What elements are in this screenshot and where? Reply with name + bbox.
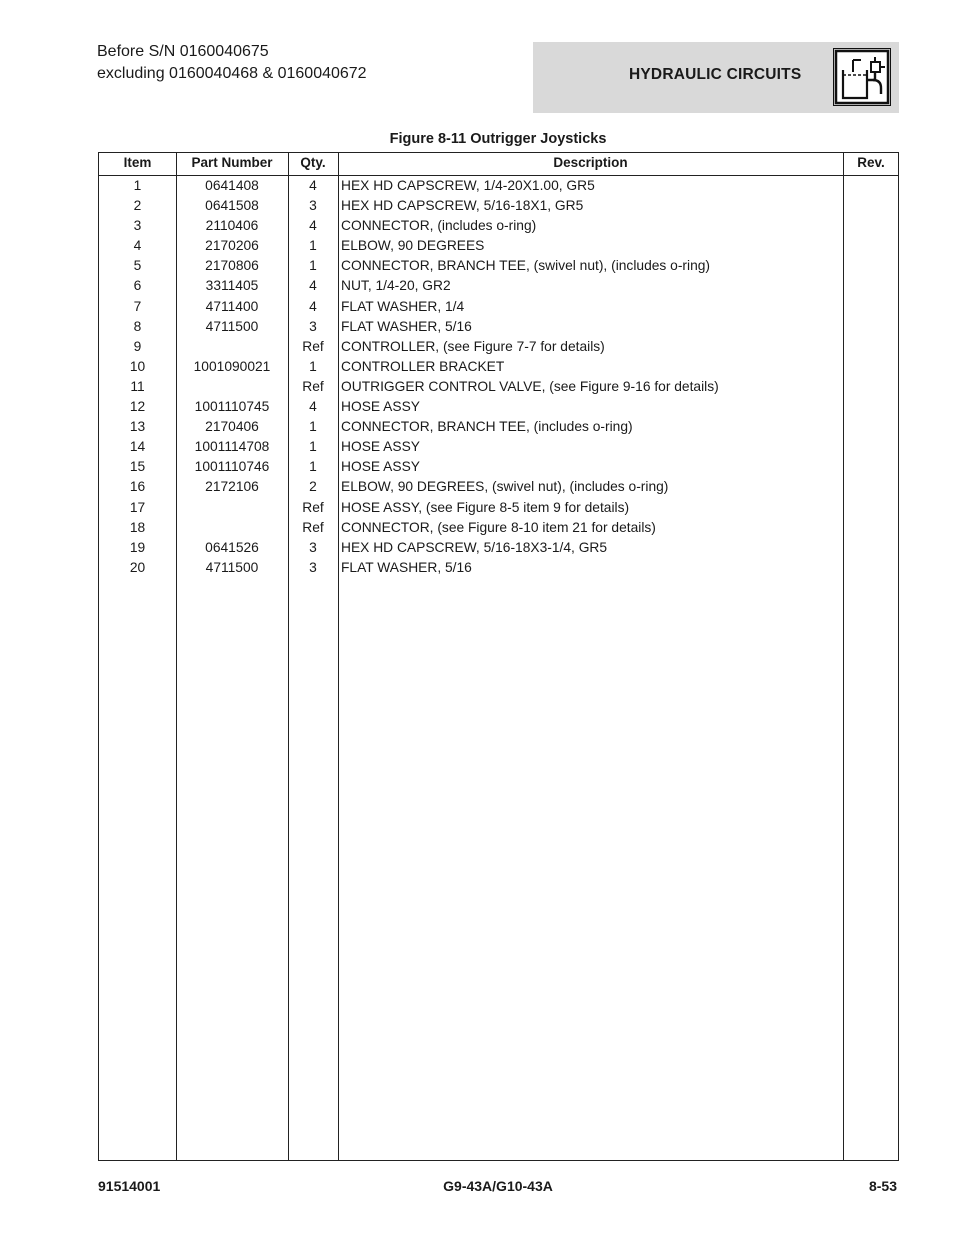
part-number-cell: 2170806 bbox=[205, 258, 259, 274]
table-row bbox=[99, 316, 898, 336]
description-cell: HOSE ASSY bbox=[341, 399, 420, 415]
qty-cell: 1 bbox=[309, 419, 317, 435]
item-cell: 18 bbox=[129, 519, 146, 535]
item-cell: 5 bbox=[133, 258, 142, 274]
table-row bbox=[99, 476, 898, 496]
item-cell: 17 bbox=[129, 499, 146, 515]
table-row bbox=[99, 557, 898, 577]
table-row bbox=[99, 497, 898, 517]
parts-table bbox=[98, 152, 899, 1161]
part-number-cell: 1001114708 bbox=[194, 439, 270, 455]
section-header bbox=[533, 42, 899, 113]
serial-line-1: Before S/N 0160040675 bbox=[97, 43, 269, 60]
description-cell: HEX HD CAPSCREW, 5/16-18X3-1/4, GR5 bbox=[341, 539, 608, 555]
part-number-cell: 2172106 bbox=[205, 479, 259, 495]
item-cell: 11 bbox=[130, 378, 145, 394]
serial-line-2: excluding 0160040468 & 0160040672 bbox=[97, 65, 367, 82]
page-number: 8-53 bbox=[868, 1178, 897, 1194]
description-cell: CONNECTOR, BRANCH TEE, (swivel nut), (includes o-ring) bbox=[341, 258, 711, 274]
item-cell: 2 bbox=[133, 198, 142, 214]
description-cell: CONNECTOR, BRANCH TEE, (includes o-ring) bbox=[341, 419, 633, 435]
description-cell: CONNECTOR, (see Figure 8-10 item 21 for details) bbox=[341, 519, 656, 535]
table-row bbox=[99, 356, 898, 376]
table-row bbox=[99, 275, 898, 295]
table-row bbox=[99, 456, 898, 476]
table-row bbox=[99, 195, 898, 215]
item-cell: 1 bbox=[133, 178, 142, 193]
description-cell: CONTROLLER, (see Figure 7-7 for details) bbox=[341, 338, 605, 354]
description-cell: ELBOW, 90 DEGREES bbox=[341, 238, 485, 254]
part-number-cell: 2170206 bbox=[205, 238, 259, 254]
description-cell: NUT, 1/4-20, GR2 bbox=[341, 278, 451, 294]
description-cell: HEX HD CAPSCREW, 5/16-18X1, GR5 bbox=[341, 198, 584, 214]
description-cell: CONTROLLER BRACKET bbox=[341, 358, 505, 374]
part-number-cell: 4711500 bbox=[205, 559, 259, 575]
table-row bbox=[99, 175, 898, 195]
table-row bbox=[99, 215, 898, 235]
qty-cell: 1 bbox=[309, 258, 317, 274]
qty-cell: 4 bbox=[309, 298, 317, 314]
part-number-cell: 3311405 bbox=[205, 278, 259, 294]
table-row bbox=[99, 517, 898, 537]
description-cell: CONNECTOR, (includes o-ring) bbox=[341, 218, 537, 234]
description-cell: HOSE ASSY, (see Figure 8-5 item 9 for details) bbox=[341, 499, 630, 515]
description-cell: OUTRIGGER CONTROL VALVE, (see Figure 9-16 for details) bbox=[341, 378, 719, 394]
hydraulic-reservoir-icon bbox=[833, 48, 891, 106]
table-row bbox=[99, 537, 898, 557]
table-row bbox=[99, 416, 898, 436]
table-row bbox=[99, 255, 898, 275]
part-number-cell: 0641508 bbox=[205, 198, 259, 214]
description-cell: HEX HD CAPSCREW, 1/4-20X1.00, GR5 bbox=[341, 178, 595, 193]
item-cell: 19 bbox=[129, 539, 146, 555]
item-cell: 7 bbox=[133, 298, 142, 314]
serial-note bbox=[97, 41, 367, 85]
qty-cell: 1 bbox=[309, 439, 317, 455]
qty-cell: 4 bbox=[309, 278, 317, 294]
qty-cell: 1 bbox=[309, 358, 317, 374]
qty-cell: 4 bbox=[309, 178, 317, 193]
item-cell: 4 bbox=[133, 238, 142, 254]
table-body bbox=[99, 175, 898, 577]
figure-title: Figure 8-11 Outrigger Joysticks bbox=[389, 131, 607, 147]
part-number-cell: 0641408 bbox=[205, 178, 259, 193]
qty-cell: 1 bbox=[309, 459, 317, 475]
qty-cell: 3 bbox=[309, 198, 317, 214]
item-cell: 8 bbox=[133, 318, 142, 334]
column-header-part-number: Part Number bbox=[191, 155, 273, 170]
table-row bbox=[99, 436, 898, 456]
part-number-cell: 2170406 bbox=[205, 419, 259, 435]
item-cell: 14 bbox=[129, 439, 146, 455]
description-cell: ELBOW, 90 DEGREES, (swivel nut), (includes o-ring) bbox=[341, 479, 669, 495]
part-number-cell: 2110406 bbox=[205, 218, 259, 234]
part-number-cell: 4711400 bbox=[205, 298, 259, 314]
document-number: 91514001 bbox=[98, 1178, 161, 1194]
table-row bbox=[99, 376, 898, 396]
qty-cell: 3 bbox=[309, 559, 317, 575]
item-cell: 16 bbox=[129, 479, 146, 495]
qty-cell: 4 bbox=[309, 218, 317, 234]
table-row bbox=[99, 235, 898, 255]
qty-cell: 4 bbox=[309, 399, 317, 415]
model-number: G9-43A/G10-43A bbox=[443, 1178, 553, 1194]
column-header-item: Item bbox=[123, 155, 152, 170]
description-cell: FLAT WASHER, 5/16 bbox=[341, 318, 472, 334]
item-cell: 10 bbox=[129, 358, 146, 374]
item-cell: 3 bbox=[133, 218, 142, 234]
column-header-qty: Qty. bbox=[300, 155, 326, 170]
section-title: HYDRAULIC CIRCUITS bbox=[629, 66, 802, 83]
column-header-description: Description bbox=[553, 155, 628, 170]
part-number-cell: 1001110745 bbox=[194, 399, 270, 415]
description-cell: HOSE ASSY bbox=[341, 439, 420, 455]
item-cell: 9 bbox=[133, 338, 142, 354]
description-cell: FLAT WASHER, 1/4 bbox=[341, 298, 465, 314]
item-cell: 20 bbox=[129, 559, 146, 575]
qty-cell: 3 bbox=[309, 539, 317, 555]
qty-cell: 2 bbox=[309, 479, 317, 495]
qty-cell: Ref bbox=[302, 338, 324, 354]
qty-cell: Ref bbox=[302, 499, 324, 515]
column-header-rev: Rev. bbox=[857, 155, 885, 170]
part-number-cell: 1001090021 bbox=[193, 358, 271, 374]
table-row bbox=[99, 396, 898, 416]
item-cell: 13 bbox=[129, 419, 146, 435]
qty-cell: Ref bbox=[302, 378, 324, 394]
item-cell: 15 bbox=[129, 459, 146, 475]
item-cell: 12 bbox=[129, 399, 146, 415]
part-number-cell: 0641526 bbox=[205, 539, 259, 555]
description-cell: HOSE ASSY bbox=[341, 459, 420, 475]
part-number-cell: 1001110746 bbox=[194, 459, 270, 475]
table-row bbox=[99, 296, 898, 316]
part-number-cell: 4711500 bbox=[205, 318, 259, 334]
qty-cell: 1 bbox=[309, 238, 317, 254]
item-cell: 6 bbox=[133, 278, 142, 294]
qty-cell: 3 bbox=[309, 318, 317, 334]
table-row bbox=[99, 336, 898, 356]
qty-cell: Ref bbox=[302, 519, 324, 535]
description-cell: FLAT WASHER, 5/16 bbox=[341, 559, 472, 575]
